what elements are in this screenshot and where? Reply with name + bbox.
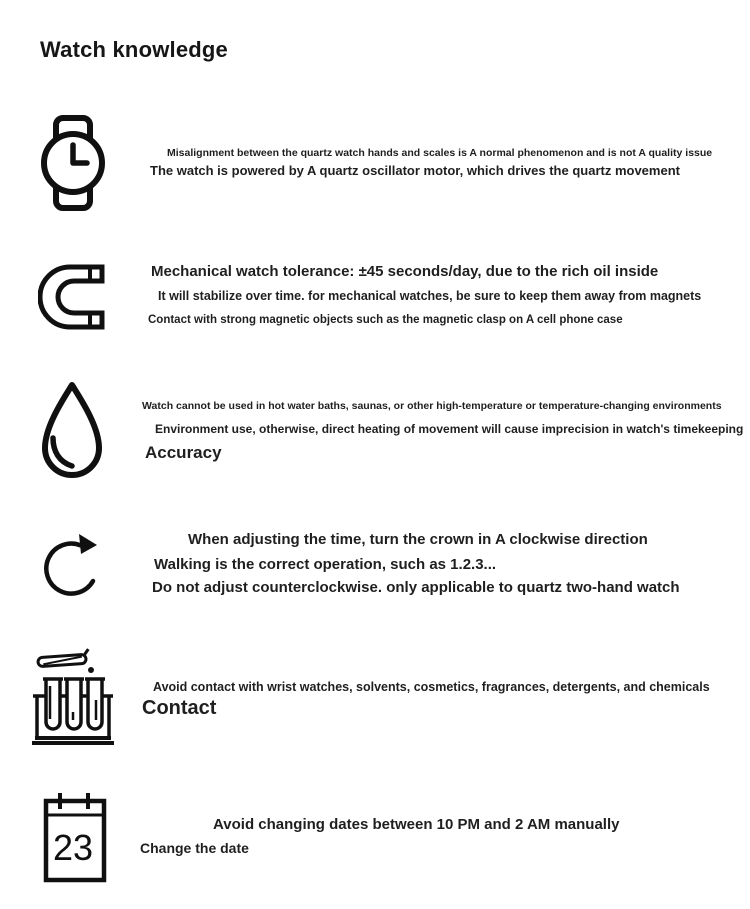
knowledge-line: Mechanical watch tolerance: ±45 seconds/day, due to the rich oil inside	[151, 263, 659, 280]
knowledge-line: Avoid contact with wrist watches, solvents, cosmetics, fragrances, detergents, and chemicals	[153, 680, 710, 694]
knowledge-line: Accuracy	[145, 443, 222, 462]
knowledge-line: When adjusting the time, turn the crown in A clockwise direction	[188, 531, 648, 548]
section-temperature-accuracy	[0, 378, 750, 483]
knowledge-line: Environment use, otherwise, direct heating of movement will cause imprecision in watch's timekeeping	[155, 422, 744, 436]
knowledge-line: Contact with strong magnetic objects such as the magnetic clasp on A cell phone case	[148, 314, 623, 326]
calendar-day-number: 23	[52, 827, 94, 868]
knowledge-line: Misalignment between the quartz watch hands and scales is A normal phenomenon and is not A quality issue	[167, 147, 713, 159]
section-quartz-movement	[0, 114, 750, 214]
section-magnetism	[0, 262, 750, 337]
section-date-change	[0, 791, 750, 886]
knowledge-line: Walking is the correct operation, such as 1.2.3...	[154, 556, 497, 573]
wristwatch-icon	[40, 114, 106, 212]
knowledge-line: The watch is powered by A quartz oscillator motor, which drives the quartz movement	[150, 163, 680, 178]
section-time-adjustment	[0, 521, 750, 613]
calendar-icon	[43, 791, 107, 883]
test-tubes-icon	[30, 644, 116, 746]
knowledge-line: Contact	[142, 697, 217, 719]
knowledge-line: It will stabilize over time. for mechanical watches, be sure to keep them away from magnets	[158, 289, 702, 303]
knowledge-line: Watch cannot be used in hot water baths, saunas, or other high-temperature or temperature-changing environments	[142, 400, 722, 412]
water-drop-icon	[40, 378, 104, 481]
magnet-icon	[38, 262, 106, 332]
section-chemical-contact	[0, 644, 750, 749]
clockwise-rotation-icon	[42, 521, 104, 610]
knowledge-line: Do not adjust counterclockwise. only applicable to quartz two-hand watch	[152, 579, 680, 596]
page-title: Watch knowledge	[40, 37, 228, 62]
knowledge-line: Change the date	[140, 840, 249, 856]
knowledge-line: Avoid changing dates between 10 PM and 2 AM manually	[213, 816, 620, 833]
